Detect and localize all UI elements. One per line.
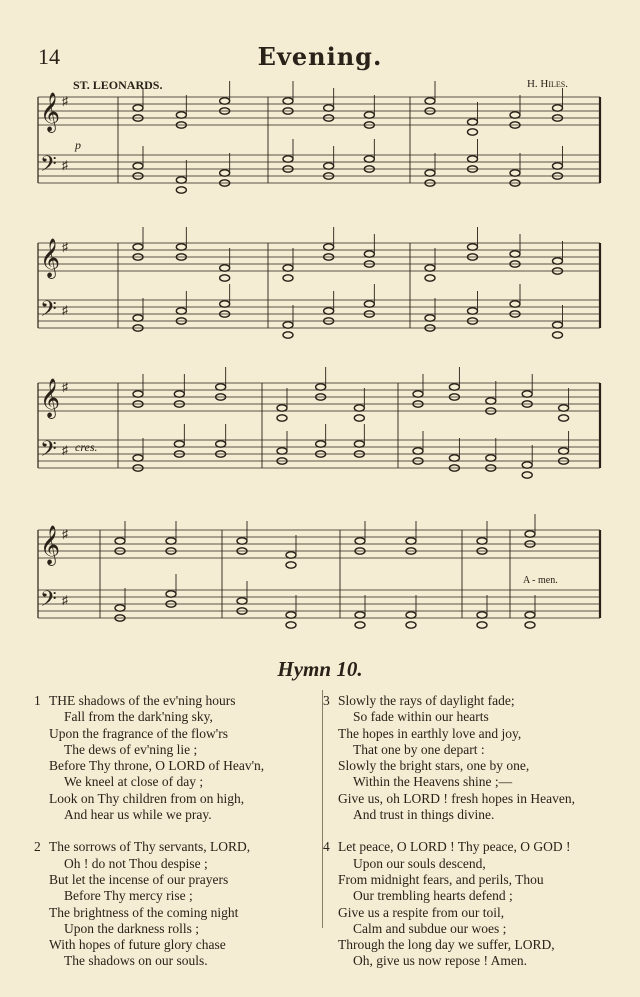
- verse-line: So fade within our hearts: [353, 709, 489, 725]
- note-head: [468, 308, 478, 314]
- note-head: [468, 244, 478, 250]
- verse-line: THE shadows of the ev'ning hours: [49, 693, 236, 708]
- verse-line: Let peace, O LORD ! Thy peace, O GOD !: [338, 839, 571, 855]
- key-signature-sharp: ♯: [62, 380, 68, 394]
- dynamic-crescendo: cres.: [75, 440, 98, 454]
- note-head: [553, 258, 563, 264]
- note-head: [355, 622, 365, 628]
- note-head: [486, 398, 496, 404]
- note-head: [286, 552, 296, 558]
- verse-line: Slowly the rays of daylight fade;: [338, 693, 515, 708]
- page-title: Evening.: [257, 42, 383, 71]
- verse-line: Calm and subdue our woes ;: [353, 920, 507, 936]
- note-head: [176, 187, 186, 193]
- tune-name: ST. LEONARDS.: [73, 78, 163, 92]
- note-head: [133, 315, 143, 321]
- verse-line: The dews of ev'ning lie ;: [64, 741, 198, 757]
- note-head: [316, 384, 326, 390]
- verse-line: Give us, oh LORD ! fresh hopes in Heaven,: [338, 790, 575, 806]
- note-head: [216, 384, 226, 390]
- verse-line: The sorrows of Thy servants, LORD,: [49, 839, 251, 855]
- note-head: [406, 612, 416, 618]
- hymn-column-left: [34, 693, 314, 986]
- note-head: [283, 275, 293, 281]
- note-head: [355, 612, 365, 618]
- note-head: [406, 538, 416, 544]
- note-head: [522, 391, 532, 397]
- verse-line: And hear us while we pray.: [64, 807, 212, 823]
- note-head: [237, 598, 247, 604]
- note-head: [133, 455, 143, 461]
- note-head: [413, 391, 423, 397]
- stanza-1: [34, 693, 314, 823]
- verse-line: We kneel at close of day ;: [64, 774, 204, 790]
- note-head: [553, 332, 563, 338]
- page-number: 14: [38, 44, 60, 69]
- verse-line: Slowly the bright stars, one by one,: [338, 758, 530, 774]
- note-head: [364, 156, 374, 162]
- dynamic-piano: p: [75, 138, 81, 152]
- note-head: [277, 415, 287, 421]
- verse-line: The brightness of the coming night: [49, 904, 239, 920]
- treble-clef: 𝄞: [40, 92, 61, 132]
- note-head: [283, 322, 293, 328]
- note-head: [425, 265, 435, 271]
- stanza-number: 3: [323, 693, 330, 708]
- note-head: [283, 332, 293, 338]
- note-head: [522, 472, 532, 478]
- note-head: [449, 455, 459, 461]
- verse-line: Upon the darkness rolls ;: [64, 920, 199, 936]
- note-head: [166, 591, 176, 597]
- key-signature-sharp: ♯: [62, 158, 68, 172]
- note-head: [324, 308, 334, 314]
- verse-line: Our trembling hearts defend ;: [353, 888, 513, 904]
- note-head: [522, 462, 532, 468]
- note-head: [324, 105, 334, 111]
- stanza-2: [34, 839, 314, 969]
- note-head: [286, 622, 296, 628]
- treble-clef: 𝄞: [40, 238, 61, 278]
- note-head: [286, 612, 296, 618]
- note-head: [525, 622, 535, 628]
- key-signature-sharp: ♯: [62, 240, 68, 254]
- note-head: [406, 622, 416, 628]
- note-head: [176, 244, 186, 250]
- note-head: [316, 441, 326, 447]
- note-head: [220, 170, 230, 176]
- verse-line: With hopes of future glory chase: [49, 937, 226, 953]
- stanza-number: 1: [34, 693, 41, 708]
- treble-clef: 𝄞: [40, 378, 61, 418]
- note-head: [510, 251, 520, 257]
- note-head: [354, 441, 364, 447]
- key-signature-sharp: ♯: [62, 593, 68, 607]
- verse-line: Through the long day we suffer, LORD,: [338, 937, 555, 953]
- composer: H. Hiles.: [526, 78, 568, 90]
- note-head: [220, 265, 230, 271]
- verse-line: Give us a respite from our toil,: [338, 904, 505, 920]
- verse-line: From midnight fears, and perils, Thou: [338, 871, 544, 887]
- note-head: [525, 612, 535, 618]
- note-head: [277, 448, 287, 454]
- note-head: [220, 301, 230, 307]
- bass-clef: 𝄢: [40, 152, 57, 182]
- note-head: [174, 391, 184, 397]
- note-head: [277, 405, 287, 411]
- note-head: [486, 455, 496, 461]
- bass-clef: 𝄢: [40, 297, 57, 327]
- note-head: [115, 605, 125, 611]
- note-head: [174, 441, 184, 447]
- amen-lyric: A - men.: [523, 575, 558, 586]
- note-head: [115, 538, 125, 544]
- note-head: [355, 538, 365, 544]
- note-head: [364, 251, 374, 257]
- stanza-number: 2: [34, 839, 41, 855]
- note-head: [176, 177, 186, 183]
- verse-line: Oh, give us now repose ! Amen.: [353, 953, 527, 969]
- note-head: [413, 448, 423, 454]
- note-head: [525, 531, 535, 537]
- note-head: [425, 275, 435, 281]
- verse-line: Fall from the dark'ning sky,: [64, 709, 213, 725]
- note-head: [510, 112, 520, 118]
- note-head: [468, 156, 478, 162]
- verse-line: But let the incense of our prayers: [49, 871, 229, 887]
- note-head: [176, 308, 186, 314]
- note-head: [449, 384, 459, 390]
- note-head: [559, 448, 569, 454]
- note-head: [468, 119, 478, 125]
- note-head: [510, 170, 520, 176]
- note-head: [425, 98, 435, 104]
- note-head: [553, 322, 563, 328]
- note-head: [237, 538, 247, 544]
- verse-line: That one by one depart :: [353, 741, 485, 757]
- note-head: [286, 562, 296, 568]
- note-head: [364, 301, 374, 307]
- note-head: [553, 163, 563, 169]
- treble-clef: 𝄞: [40, 525, 61, 565]
- stanza-4: [323, 839, 623, 969]
- note-head: [425, 170, 435, 176]
- note-head: [133, 391, 143, 397]
- note-head: [559, 405, 569, 411]
- verse-line: Upon our souls descend,: [353, 855, 486, 871]
- note-head: [216, 441, 226, 447]
- note-head: [477, 622, 487, 628]
- note-head: [133, 163, 143, 169]
- verse-line: And trust in things divine.: [353, 807, 495, 823]
- note-head: [553, 105, 563, 111]
- stanza-number: 4: [323, 839, 330, 855]
- note-head: [283, 265, 293, 271]
- stanza-3: [323, 693, 623, 823]
- verse-line: Look on Thy children from on high,: [49, 790, 245, 806]
- key-signature-sharp: ♯: [62, 303, 68, 317]
- note-head: [354, 405, 364, 411]
- note-head: [477, 612, 487, 618]
- note-head: [166, 538, 176, 544]
- note-head: [176, 112, 186, 118]
- hymn-title: Hymn 10.: [277, 657, 363, 681]
- verse-line: Upon the fragrance of the flow'rs: [49, 725, 228, 741]
- note-head: [425, 315, 435, 321]
- verse-line: Within the Heavens shine ;—: [353, 774, 513, 790]
- note-head: [324, 163, 334, 169]
- key-signature-sharp: ♯: [62, 443, 68, 457]
- note-head: [220, 98, 230, 104]
- note-head: [354, 415, 364, 421]
- key-signature-sharp: ♯: [62, 94, 68, 108]
- note-head: [283, 156, 293, 162]
- note-head: [510, 301, 520, 307]
- verse-line: The shadows on our souls.: [64, 953, 208, 969]
- verse-line: The hopes in earthly love and joy,: [338, 725, 522, 741]
- hymn-column-right: [323, 693, 623, 986]
- verse-line: Oh ! do not Thou despise ;: [64, 855, 208, 871]
- note-head: [220, 275, 230, 281]
- note-head: [477, 538, 487, 544]
- note-head: [283, 98, 293, 104]
- note-head: [364, 112, 374, 118]
- bass-clef: 𝄢: [40, 437, 57, 467]
- note-head: [133, 105, 143, 111]
- bass-clef: 𝄢: [40, 587, 57, 617]
- note-head: [468, 129, 478, 135]
- note-head: [133, 244, 143, 250]
- verse-line: Before Thy mercy rise ;: [64, 888, 193, 904]
- note-head: [324, 244, 334, 250]
- verse-line: Before Thy throne, O LORD of Heav'n,: [49, 758, 265, 774]
- key-signature-sharp: ♯: [62, 527, 68, 541]
- note-head: [559, 415, 569, 421]
